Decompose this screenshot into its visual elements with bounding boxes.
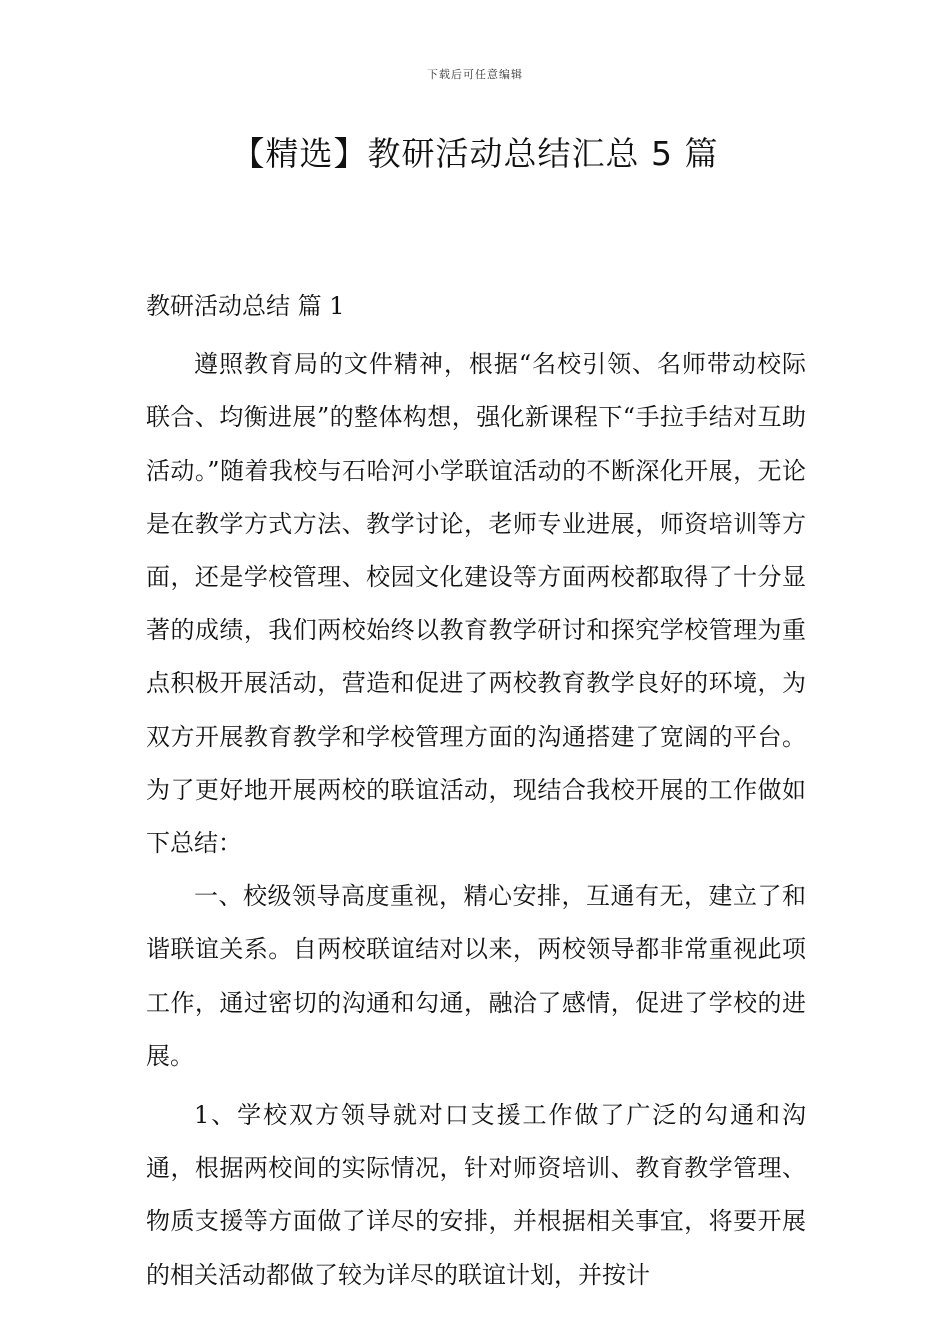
paragraph-intro: 遵照教育局的文件精神，根据“名校引领、名师带动校际联合、均衡进展”的整体构想，强化新课程下“手拉手结对互助活动。”随着我校与石哈河小学联谊活动的不断深化开展，无论是在教学方式方法、教学讨论，老师专业进展，师资培训等方面，还是学校管理、校园文化建设等方面两校都取得了十分显著的成绩，我们两校始终以教育教学研讨和探究学校管理为重点积极开展活动，营造和促进了两校教育教学良好的环境，为双方开展教育教学和学校管理方面的沟通搭建了宽阔的平台。为了更好地开展两校的联谊活动，现结合我校开展的工作做如下总结：	[146, 350, 806, 858]
paragraph-item-one: 1、学校双方领导就对口支援工作做了广泛的勾通和沟通，根据两校间的实际情况，针对师资培训、教育教学管理、物质支援等方面做了详尽的安排，并根据相关事宜，将要开展的相关活动都做了较为详尽的联谊计划，并按计	[146, 1101, 806, 1289]
paragraph-point-one: 一、校级领导高度重视，精心安排，互通有无，建立了和谐联谊关系。自两校联谊结对以来，两校领导都非常重视此项工作，通过密切的沟通和勾通，融洽了感情，促进了学校的进展。	[146, 882, 806, 1070]
document-title: 【精选】教研活动总结汇总 5 篇	[231, 134, 719, 173]
document-body	[146, 280, 806, 1302]
header-note: 下载后可任意编辑	[427, 68, 523, 81]
section-heading: 教研活动总结 篇 1	[146, 292, 345, 320]
